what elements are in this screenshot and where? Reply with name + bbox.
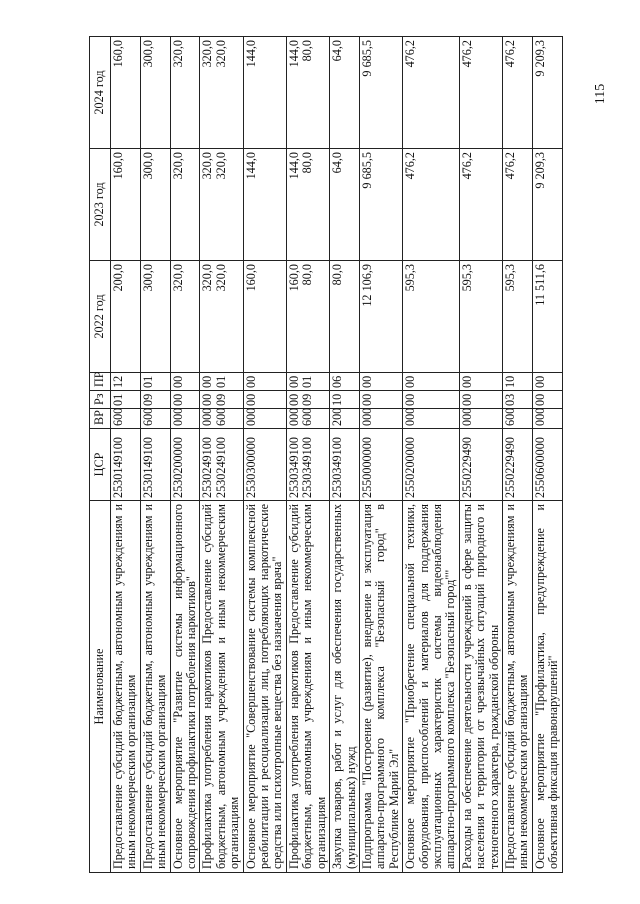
pr-code-cell — [502, 373, 532, 391]
rz-code: 00 — [200, 393, 215, 406]
vr-code-cell — [140, 409, 170, 429]
pr-code: 06 — [330, 375, 345, 388]
amount-2024: 9 209,3 — [532, 40, 547, 77]
row-name: Закупка товаров, работ и услуг для обеспечения государственных (муниципальных) нужд — [330, 501, 360, 873]
amount-2022: 595,3 — [459, 264, 474, 292]
vr-code: 600 — [300, 407, 315, 426]
vr-code: 000 — [286, 407, 301, 426]
amount-2024-cell — [111, 37, 141, 149]
amount-2024-cell — [359, 37, 402, 149]
table-body — [111, 37, 563, 873]
amount-2024-cell — [532, 37, 562, 149]
amount-2022-cell — [330, 261, 360, 373]
amount-2024: 476,2 — [502, 40, 517, 68]
row-name: Профилактика употребления наркотиков Предоставление субсидий бюджетным, автономным учреждениям и иным некоммерческим организациям — [286, 501, 329, 873]
amount-2023-cell — [286, 149, 329, 261]
amount-2022: 80,0 — [330, 264, 345, 286]
amount-2022-cell — [200, 261, 243, 373]
amount-2022: 595,3 — [403, 264, 418, 292]
pr-code-cell — [532, 373, 562, 391]
header-pr: ПР — [90, 373, 111, 391]
pr-code-cell — [330, 373, 360, 391]
pr-code: 00 — [170, 375, 185, 388]
budget-table — [89, 36, 563, 873]
amount-2022: 320,0 — [170, 264, 185, 292]
pr-code: 01 — [140, 375, 155, 388]
page-number: 115 — [593, 83, 609, 105]
amount-2022-cell — [111, 261, 141, 373]
row-name: Предоставление субсидий бюджетным, автономным учреждениям и иным некоммерческим организациям — [111, 501, 141, 873]
rz-code: 09 — [300, 393, 315, 406]
amount-2024: 320,0 — [200, 40, 215, 68]
amount-2022-cell — [459, 261, 502, 373]
amount-2024-cell — [502, 37, 532, 149]
rz-code-cell — [200, 391, 243, 409]
amount-2022-cell — [243, 261, 286, 373]
amount-2024: 476,2 — [403, 40, 418, 68]
rz-code: 00 — [459, 393, 474, 406]
pr-code-cell — [403, 373, 460, 391]
table-row — [140, 37, 170, 873]
rz-code-cell — [359, 391, 402, 409]
rz-code: 00 — [243, 393, 258, 406]
pr-code-cell — [111, 373, 141, 391]
amount-2022-cell — [140, 261, 170, 373]
table-row — [403, 37, 460, 873]
vr-code-cell — [243, 409, 286, 429]
amount-2024: 320,0 — [213, 40, 228, 68]
header-2022: 2022 год — [90, 261, 111, 373]
amount-2023: 300,0 — [140, 152, 155, 180]
csr-code-cell — [459, 429, 502, 501]
rz-code: 09 — [213, 393, 228, 406]
vr-code: 000 — [170, 407, 185, 426]
vr-code-cell — [286, 409, 329, 429]
amount-2022-cell — [532, 261, 562, 373]
header-rz: Рз — [90, 391, 111, 409]
amount-2024-cell — [330, 37, 360, 149]
amount-2023: 64,0 — [330, 152, 345, 174]
row-name: Подпрограмма "Построение (развитие), внедрение и эксплуатация аппаратно-программного комплекса "Безопасный город" в Республике Марий Эл" — [359, 501, 402, 873]
amount-2022: 12 106,9 — [359, 264, 374, 307]
rz-code: 00 — [359, 393, 374, 406]
rz-code-cell — [330, 391, 360, 409]
header-2023: 2023 год — [90, 149, 111, 261]
pr-code: 01 — [300, 375, 315, 388]
amount-2023: 476,2 — [459, 152, 474, 180]
vr-code-cell — [403, 409, 460, 429]
amount-2023: 320,0 — [170, 152, 185, 180]
amount-2022-cell — [170, 261, 200, 373]
vr-code: 000 — [200, 407, 215, 426]
amount-2022-cell — [403, 261, 460, 373]
row-name: Предоставление субсидий бюджетным, автономным учреждениям и иным некоммерческим организациям — [140, 501, 170, 873]
pr-code-cell — [459, 373, 502, 391]
vr-code-cell — [111, 409, 141, 429]
amount-2022-cell — [359, 261, 402, 373]
amount-2023-cell — [243, 149, 286, 261]
amount-2023-cell — [403, 149, 460, 261]
rz-code: 00 — [403, 393, 418, 406]
table-header-row — [90, 37, 111, 873]
amount-2022: 595,3 — [502, 264, 517, 292]
csr-code: 2530149100 — [111, 437, 125, 498]
table-row — [243, 37, 286, 873]
vr-code: 600 — [213, 407, 228, 426]
amount-2023-cell — [111, 149, 141, 261]
row-name: Основное мероприятие "Развитие системы информационного сопровождения профилактики потребления наркотиков" — [170, 501, 200, 873]
csr-code-cell — [243, 429, 286, 501]
amount-2024: 160,0 — [111, 40, 125, 68]
vr-code-cell — [200, 409, 243, 429]
rz-code: 00 — [286, 393, 301, 406]
amount-2024-cell — [140, 37, 170, 149]
amount-2023: 320,0 — [213, 152, 228, 180]
header-vr: ВР — [90, 409, 111, 429]
amount-2023: 9 685,5 — [359, 152, 374, 189]
csr-code: 2530200000 — [170, 437, 185, 498]
vr-code: 000 — [243, 407, 258, 426]
row-name: Основное мероприятие "Приобретение специальной техники, оборудования, приспособлений и материалов для поддержания эксплуатационных характеристик системы видеонаблюдения аппаратно-программного комплекса "Безопасный город"" — [403, 501, 460, 873]
row-name: Расходы на обеспечение деятельности учреждений в сфере защиты населения и территории от чрезвычайных ситуаций природного и техногенного характера, гражданской обороны — [459, 501, 502, 873]
amount-2024-cell — [286, 37, 329, 149]
pr-code-cell — [200, 373, 243, 391]
pr-code: 00 — [200, 375, 215, 388]
csr-code: 2530349100 — [330, 437, 345, 498]
rz-code: 09 — [140, 393, 155, 406]
rz-code-cell — [111, 391, 141, 409]
amount-2023-cell — [140, 149, 170, 261]
csr-code: 2530349100 — [300, 437, 315, 498]
vr-code: 600 — [111, 407, 125, 426]
csr-code: 2550229490 — [459, 437, 474, 498]
vr-code: 000 — [532, 407, 547, 426]
amount-2023-cell — [330, 149, 360, 261]
amount-2024: 300,0 — [140, 40, 155, 68]
pr-code-cell — [286, 373, 329, 391]
table-row — [459, 37, 502, 873]
csr-code-cell — [286, 429, 329, 501]
pr-code: 01 — [213, 375, 228, 388]
amount-2023: 476,2 — [403, 152, 418, 180]
pr-code-cell — [140, 373, 170, 391]
amount-2023: 320,0 — [200, 152, 215, 180]
vr-code: 000 — [459, 407, 474, 426]
csr-code: 2530249100 — [200, 437, 215, 498]
amount-2024: 144,0 — [243, 40, 258, 68]
csr-code-cell — [359, 429, 402, 501]
rz-code-cell — [170, 391, 200, 409]
rz-code: 03 — [502, 393, 517, 406]
row-name: Профилактика употребления наркотиков Предоставление субсидий бюджетным, автономным учреждениям и иным некоммерческим организациям — [200, 501, 243, 873]
rz-code: 00 — [532, 393, 547, 406]
csr-code: 2550000000 — [359, 437, 374, 498]
vr-code: 600 — [140, 407, 155, 426]
vr-code-cell — [170, 409, 200, 429]
table-row — [359, 37, 402, 873]
amount-2022: 300,0 — [140, 264, 155, 292]
csr-code: 2550229490 — [502, 437, 517, 498]
rz-code-cell — [403, 391, 460, 409]
table-row — [111, 37, 141, 873]
pr-code: 00 — [359, 375, 374, 388]
csr-code-cell — [170, 429, 200, 501]
pr-code-cell — [243, 373, 286, 391]
rz-code: 10 — [330, 393, 345, 406]
csr-code: 2550200000 — [403, 437, 418, 498]
table-row — [170, 37, 200, 873]
amount-2024-cell — [459, 37, 502, 149]
csr-code-cell — [532, 429, 562, 501]
csr-code-cell — [502, 429, 532, 501]
pr-code-cell — [359, 373, 402, 391]
csr-code: 2530249100 — [213, 437, 228, 498]
amount-2023-cell — [502, 149, 532, 261]
amount-2023: 80,0 — [300, 152, 315, 174]
rz-code-cell — [140, 391, 170, 409]
row-name: Основное мероприятие "Профилактика, предупреждение и объективная фиксация правонарушений" — [532, 501, 562, 873]
amount-2023: 9 209,3 — [532, 152, 547, 189]
amount-2022: 320,0 — [213, 264, 228, 292]
amount-2023-cell — [359, 149, 402, 261]
amount-2022-cell — [286, 261, 329, 373]
amount-2023: 476,2 — [502, 152, 517, 180]
vr-code-cell — [532, 409, 562, 429]
amount-2024: 144,0 — [286, 40, 301, 68]
header-2024: 2024 год — [90, 37, 111, 149]
rz-code-cell — [243, 391, 286, 409]
csr-code: 2530149100 — [140, 437, 155, 498]
table-row — [200, 37, 243, 873]
table-row — [286, 37, 329, 873]
row-name: Предоставление субсидий бюджетным, автономным учреждениям и иным некоммерческим организациям — [502, 501, 532, 873]
pr-code: 00 — [532, 375, 547, 388]
amount-2022-cell — [502, 261, 532, 373]
vr-code-cell — [459, 409, 502, 429]
amount-2024: 9 685,5 — [359, 40, 374, 77]
amount-2024-cell — [243, 37, 286, 149]
pr-code: 12 — [111, 375, 125, 388]
amount-2023-cell — [459, 149, 502, 261]
amount-2023: 144,0 — [243, 152, 258, 180]
pr-code-cell — [170, 373, 200, 391]
csr-code: 2530349100 — [286, 437, 301, 498]
amount-2022: 200,0 — [111, 264, 125, 292]
pr-code: 00 — [403, 375, 418, 388]
csr-code: 2530300000 — [243, 437, 258, 498]
pr-code: 10 — [502, 375, 517, 388]
vr-code-cell — [359, 409, 402, 429]
amount-2022: 11 511,6 — [532, 264, 547, 306]
rz-code-cell — [286, 391, 329, 409]
amount-2024: 476,2 — [459, 40, 474, 68]
table-row — [330, 37, 360, 873]
vr-code-cell — [502, 409, 532, 429]
amount-2022: 160,0 — [286, 264, 301, 292]
vr-code-cell — [330, 409, 360, 429]
vr-code: 200 — [330, 407, 345, 426]
vr-code: 000 — [403, 407, 418, 426]
csr-code-cell — [403, 429, 460, 501]
rz-code: 00 — [170, 393, 185, 406]
csr-code-cell — [330, 429, 360, 501]
amount-2024: 320,0 — [170, 40, 185, 68]
amount-2024: 64,0 — [330, 40, 345, 62]
amount-2022: 320,0 — [200, 264, 215, 292]
amount-2024-cell — [403, 37, 460, 149]
csr-code-cell — [200, 429, 243, 501]
amount-2023-cell — [532, 149, 562, 261]
amount-2023-cell — [170, 149, 200, 261]
table-row — [502, 37, 532, 873]
table-row — [532, 37, 562, 873]
csr-code-cell — [140, 429, 170, 501]
amount-2022: 160,0 — [243, 264, 258, 292]
amount-2024-cell — [200, 37, 243, 149]
rz-code-cell — [502, 391, 532, 409]
rz-code-cell — [532, 391, 562, 409]
rz-code: 01 — [111, 393, 125, 406]
pr-code: 00 — [459, 375, 474, 388]
amount-2023-cell — [200, 149, 243, 261]
amount-2022: 80,0 — [300, 264, 315, 286]
amount-2024: 80,0 — [300, 40, 315, 62]
header-name: Наименование — [90, 501, 111, 873]
csr-code-cell — [111, 429, 141, 501]
header-csr: ЦСР — [90, 429, 111, 501]
pr-code: 00 — [243, 375, 258, 388]
vr-code: 600 — [502, 407, 517, 426]
budget-sheet — [89, 37, 583, 873]
amount-2024-cell — [170, 37, 200, 149]
rz-code-cell — [459, 391, 502, 409]
vr-code: 000 — [359, 407, 374, 426]
pr-code: 00 — [286, 375, 301, 388]
amount-2023: 144,0 — [286, 152, 301, 180]
row-name: Основное мероприятие "Совершенствование системы комплексной реабилитации и ресоциализации лиц, потребляющих наркотические средства или психотропные вещества без назначения врача" — [243, 501, 286, 873]
amount-2023: 160,0 — [111, 152, 125, 180]
csr-code: 2550600000 — [532, 437, 547, 498]
